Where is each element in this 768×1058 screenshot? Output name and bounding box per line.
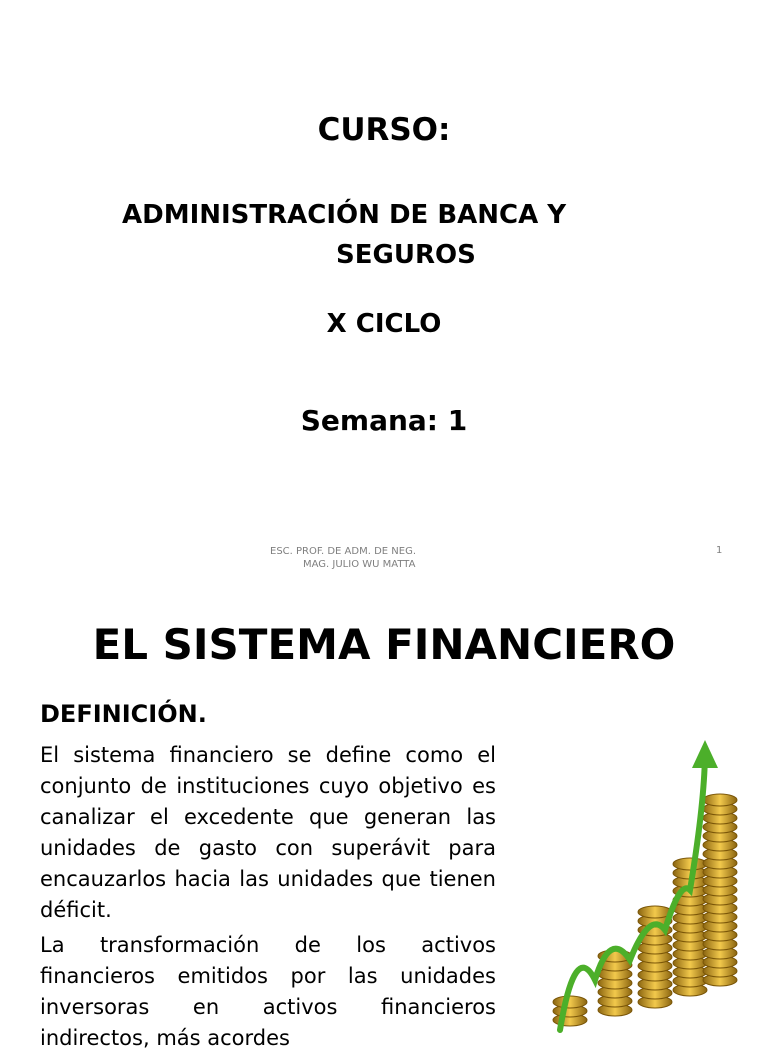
- slide-2: [0, 580, 768, 1050]
- body-text: [40, 740, 496, 1058]
- paragraph-1: El sistema financiero se define como el conjunto de instituciones cuyo objetivo es canalizar el excedente que generan las unidades de gasto con superávit para encauzarlos hacia las unidades que tienen déficit.: [40, 743, 496, 922]
- coin-stacks: [553, 794, 737, 1026]
- course-name-line2: SEGUROS: [336, 240, 476, 270]
- cycle-label: X CICLO: [326, 309, 442, 339]
- coin: [553, 996, 587, 1008]
- page-number: 1: [716, 545, 723, 556]
- course-name: [122, 195, 566, 275]
- coin-stacks-growth-arrow-icon: [540, 740, 755, 1030]
- footer-line2: MAG. JULIO WU MATTA: [303, 559, 416, 570]
- coin: [703, 794, 737, 806]
- coin: [673, 858, 707, 870]
- course-name-line1: ADMINISTRACIÓN DE BANCA Y: [122, 200, 567, 230]
- curso-label: CURSO:: [317, 112, 451, 148]
- slide-footer: [270, 545, 416, 571]
- arrow-head: [692, 740, 718, 768]
- footer-line1: ESC. PROF. DE ADM. DE NEG.: [270, 546, 417, 557]
- section-heading: DEFINICIÓN.: [40, 700, 207, 728]
- paragraph-2: La transformación de los activos financieros emitidos por las unidades inversoras en activos financieros indirectos, más acordes: [40, 933, 496, 1050]
- slide-title: EL SISTEMA FINANCIERO: [92, 620, 676, 669]
- week-label: Semana: 1: [300, 404, 468, 437]
